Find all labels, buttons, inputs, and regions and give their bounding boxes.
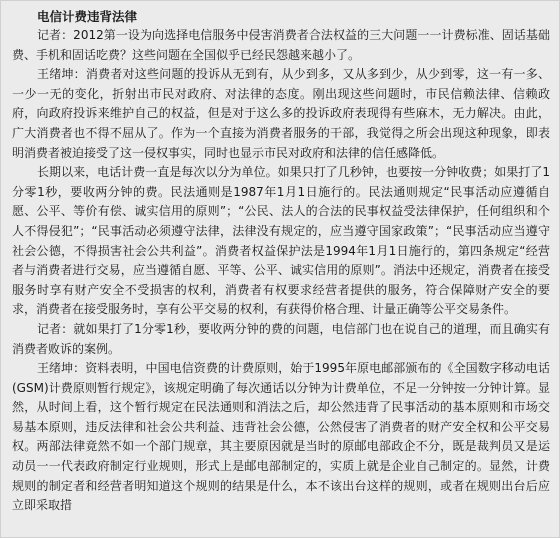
article-paragraph: 长期以来，电话计费一直是每次以分为单位。如果只打了几秒钟，也要按一分钟收费；如果打了1分零1秒，要收两分钟的费。民法通则是1987年1月1日施行的。民法通则规定“民事活动应遵循自愿、公平、等价有偿、诚实信用的原则”；“公民、法人的合法的民事权益受法律保护，任何组织和个人不得侵犯”；“民事活动必须遵守法律，法律没有规定的，应当遵守国家政策”；“民事活动应当遵守社会公德，不得损害社会公共利益”。消费者权益保护法是1994年1月1日施行的，第四条规定“经营者与消费者进行交易，应当遵循自愿、平等、公平、诚实信用的原则”。消法中还规定，消费者在接受服务时享有财产安全不受损害的权利，消费者有权要求经营者提供的服务，符合保障财产安全的要求，消费者在接受服务时，享有公平交易的权利，有获得价格合理、计量正确等公平交易条件。: [12, 165, 550, 317]
article-paragraph: 王绪坤：消费者对这些问题的投诉从无到有，从少到多，又从多到少，从少到零，这一有一多、一少一无的变化，折射出市民对政府、对法律的态度。刚出现这些问题时，市民信赖法律、信赖政府，向政府投诉来维护自己的权益，但是对于这么多的投诉政府表现得有些麻木，无力解决。由此，广大消费者也不得不屈从了。作为一个直接为消费者服务的干部，我觉得之所会出现这种现象，即表明消费者被迫接受了这一侵权事实，同时也显示市民对政府和法律的信任感降低。: [12, 67, 550, 160]
article-title: 电信计费违背法律: [37, 9, 138, 24]
article-paragraph: 王绪坤：资料表明，中国电信资费的计费原则，始于1995年原电邮部颁布的《全国数字移动电话(GSM)计费原则暂行规定》，该规定明确了每次通话以分钟为计费单位，不足一分钟按一分钟计算。显然，从时间上看，这个暂行规定在民法通则和消法之后，却公然违背了民事活动的基本原则和市场交易基本原则，违反法律和社会公共利益、违背社会公德，公然侵害了消费者的财产安全权和公平交易权。两部法律竟然不如一个部门规章，其主要原因就是当时的原邮电部政企不分，既是裁判员又是运动员一一代表政府制定行业规则，形式上是邮电部制定的，实质上就是企业自己制定的。显然，计费规则的制定者和经营者明知道这个规则的结果是什么，本不该出台这样的规则，或者在规则出台后应立即采取措: [12, 361, 550, 513]
article-paragraph: 记者：2012第一设为向选择电信服务中侵害消费者合法权益的三大问题一一计费标准、固话基础费、手机和固话吃费？这些问题在全国似乎已经民怨越来越小了。: [12, 28, 550, 62]
article-paragraph: 记者：就如果打了1分零1秒，要收两分钟的费的问题，电信部门也在说自己的道理，而且确实有消费者败诉的案例。: [12, 321, 550, 356]
